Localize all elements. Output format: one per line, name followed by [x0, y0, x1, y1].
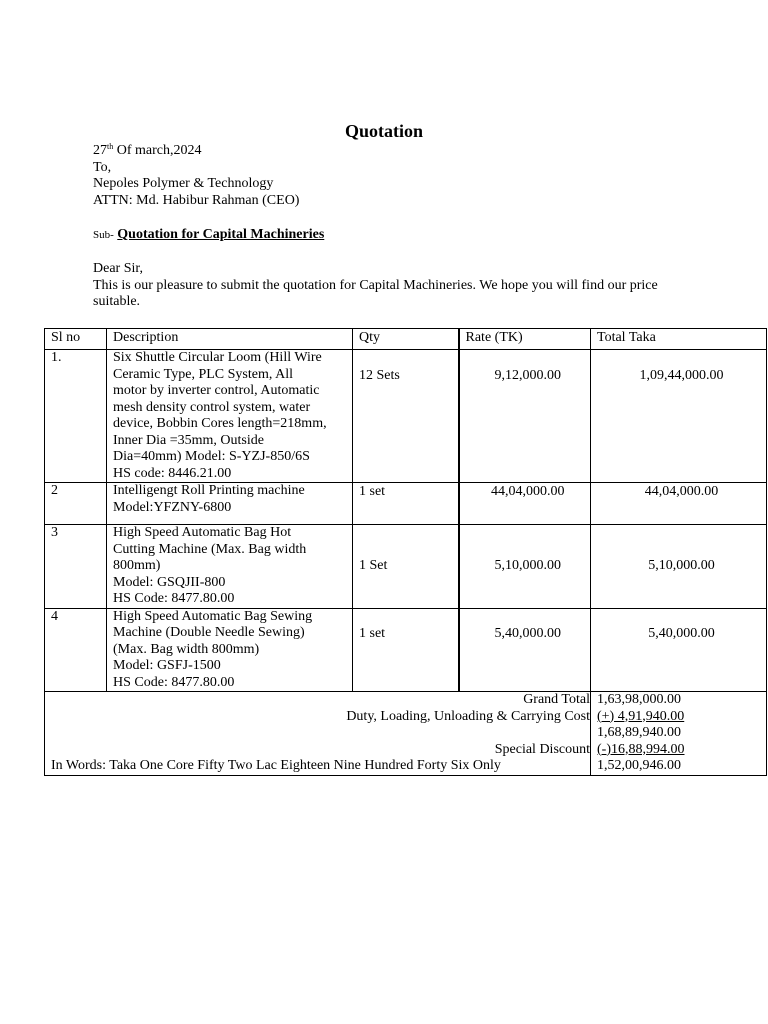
description-line: device, Bobbin Cores length=218mm,: [113, 416, 327, 431]
row-total: 5,10,000.00: [591, 525, 767, 609]
row-rate: 5,40,000.00: [459, 608, 591, 692]
description-line: Cutting Machine (Max. Bag width: [113, 541, 307, 557]
body-paragraph: This is our pleasure to submit the quotation for Capital Machineries. We hope you will find our price suitable.: [93, 277, 658, 309]
row-total: 44,04,000.00: [591, 483, 767, 525]
summary-label: Grand Total: [523, 692, 590, 707]
description-line: (Max. Bag width 800mm): [113, 641, 260, 657]
description-line: mesh density control system, water: [113, 399, 311, 415]
description-line: Six Shuttle Circular Loom (Hill Wire: [113, 350, 322, 365]
summary-label: Special Discount: [494, 741, 590, 757]
summary-label: Duty, Loading, Unloading & Carrying Cost: [346, 708, 590, 724]
description-line: Ceramic Type, PLC System, All: [113, 366, 293, 382]
table-row: [45, 350, 767, 483]
description-line: HS Code: 8477.80.00: [113, 674, 235, 690]
description-line: Inner Dia =35mm, Outside: [113, 432, 264, 448]
row-qty: 1 Set: [353, 525, 459, 609]
row-rate: 44,04,000.00: [459, 483, 591, 525]
row-description: [107, 350, 353, 483]
description-line: Dia=40mm) Model: S-YZJ-850/6S: [113, 449, 310, 464]
row-description: [107, 608, 353, 692]
table-header-row: [45, 329, 767, 350]
description-line: Model: GSQJII-800: [113, 574, 226, 590]
summary-value: 1,68,89,940.00: [597, 725, 681, 740]
description-line: motor by inverter control, Automatic: [113, 383, 320, 398]
row-description: [107, 525, 353, 609]
description-line: Model: GSFJ-1500: [113, 658, 221, 673]
subject-text: Quotation for Capital Machineries: [117, 227, 325, 242]
header-rate: Rate (TK): [459, 329, 591, 350]
recipient-name: Nepoles Polymer & Technology: [93, 176, 274, 191]
row-total: 5,40,000.00: [591, 608, 767, 692]
table-row: [45, 608, 767, 692]
summary-row: [45, 692, 767, 776]
description-line: HS code: 8446.21.00: [113, 465, 232, 481]
row-rate: 5,10,000.00: [459, 525, 591, 609]
header-total: Total Taka: [591, 329, 767, 350]
row-description: [107, 483, 353, 525]
row-qty: 12 Sets: [353, 350, 459, 483]
address-block: [93, 143, 299, 209]
description-line: High Speed Automatic Bag Sewing: [113, 608, 313, 624]
header-sl-no: Sl no: [45, 329, 107, 350]
greeting-block: [93, 261, 683, 311]
row-total: 1,09,44,000.00: [591, 350, 767, 483]
date-day: 27: [93, 143, 107, 158]
summary-value: (-)16,88,994.00: [597, 741, 685, 757]
row-sl-no: 4: [45, 608, 107, 692]
summary-section: [45, 692, 767, 776]
in-words-line: [51, 758, 600, 775]
row-sl-no: 2: [45, 483, 107, 525]
description-line: 800mm): [113, 558, 161, 573]
description-line: Intelligengt Roll Printing machine: [113, 483, 305, 498]
final-amount: 1,52,00,946.00: [597, 758, 681, 773]
description-line: High Speed Automatic Bag Hot: [113, 525, 292, 540]
row-sl-no: 3: [45, 525, 107, 609]
in-words-text: In Words: Taka One Core Fifty Two Lac Eighteen Nine Hundred Forty Six Only: [51, 758, 501, 773]
table-body: [45, 350, 767, 692]
date-suffix: th: [107, 142, 114, 151]
description-line: Model:YFZNY-6800: [113, 499, 232, 515]
header-qty: Qty: [353, 329, 459, 350]
description-line: Machine (Double Needle Sewing): [113, 625, 305, 640]
table-row: [45, 525, 767, 609]
description-line: HS Code: 8477.80.00: [113, 591, 235, 606]
summary-values: [591, 692, 767, 776]
quotation-table: [44, 328, 767, 776]
row-sl-no: 1.: [45, 350, 107, 483]
date-line: [93, 143, 299, 160]
summary-label: [51, 725, 590, 742]
subject-line: [93, 227, 324, 244]
header-description: Description: [107, 329, 353, 350]
summary-value: 1,63,98,000.00: [597, 692, 681, 707]
subject-prefix: Sub-: [93, 229, 114, 241]
summary-value: (+) 4,91,940.00: [597, 708, 685, 724]
date-rest: Of march,2024: [113, 143, 202, 158]
document-title: Quotation: [344, 121, 423, 141]
attention-line: ATTN: Md. Habibur Rahman (CEO): [93, 192, 300, 208]
table-row: [45, 483, 767, 525]
salutation: Dear Sir,: [93, 261, 143, 276]
row-qty: 1 set: [353, 608, 459, 692]
row-rate: 9,12,000.00: [459, 350, 591, 483]
row-qty: 1 set: [353, 483, 459, 525]
summary-labels: [45, 692, 591, 776]
to-line: To,: [93, 159, 112, 175]
